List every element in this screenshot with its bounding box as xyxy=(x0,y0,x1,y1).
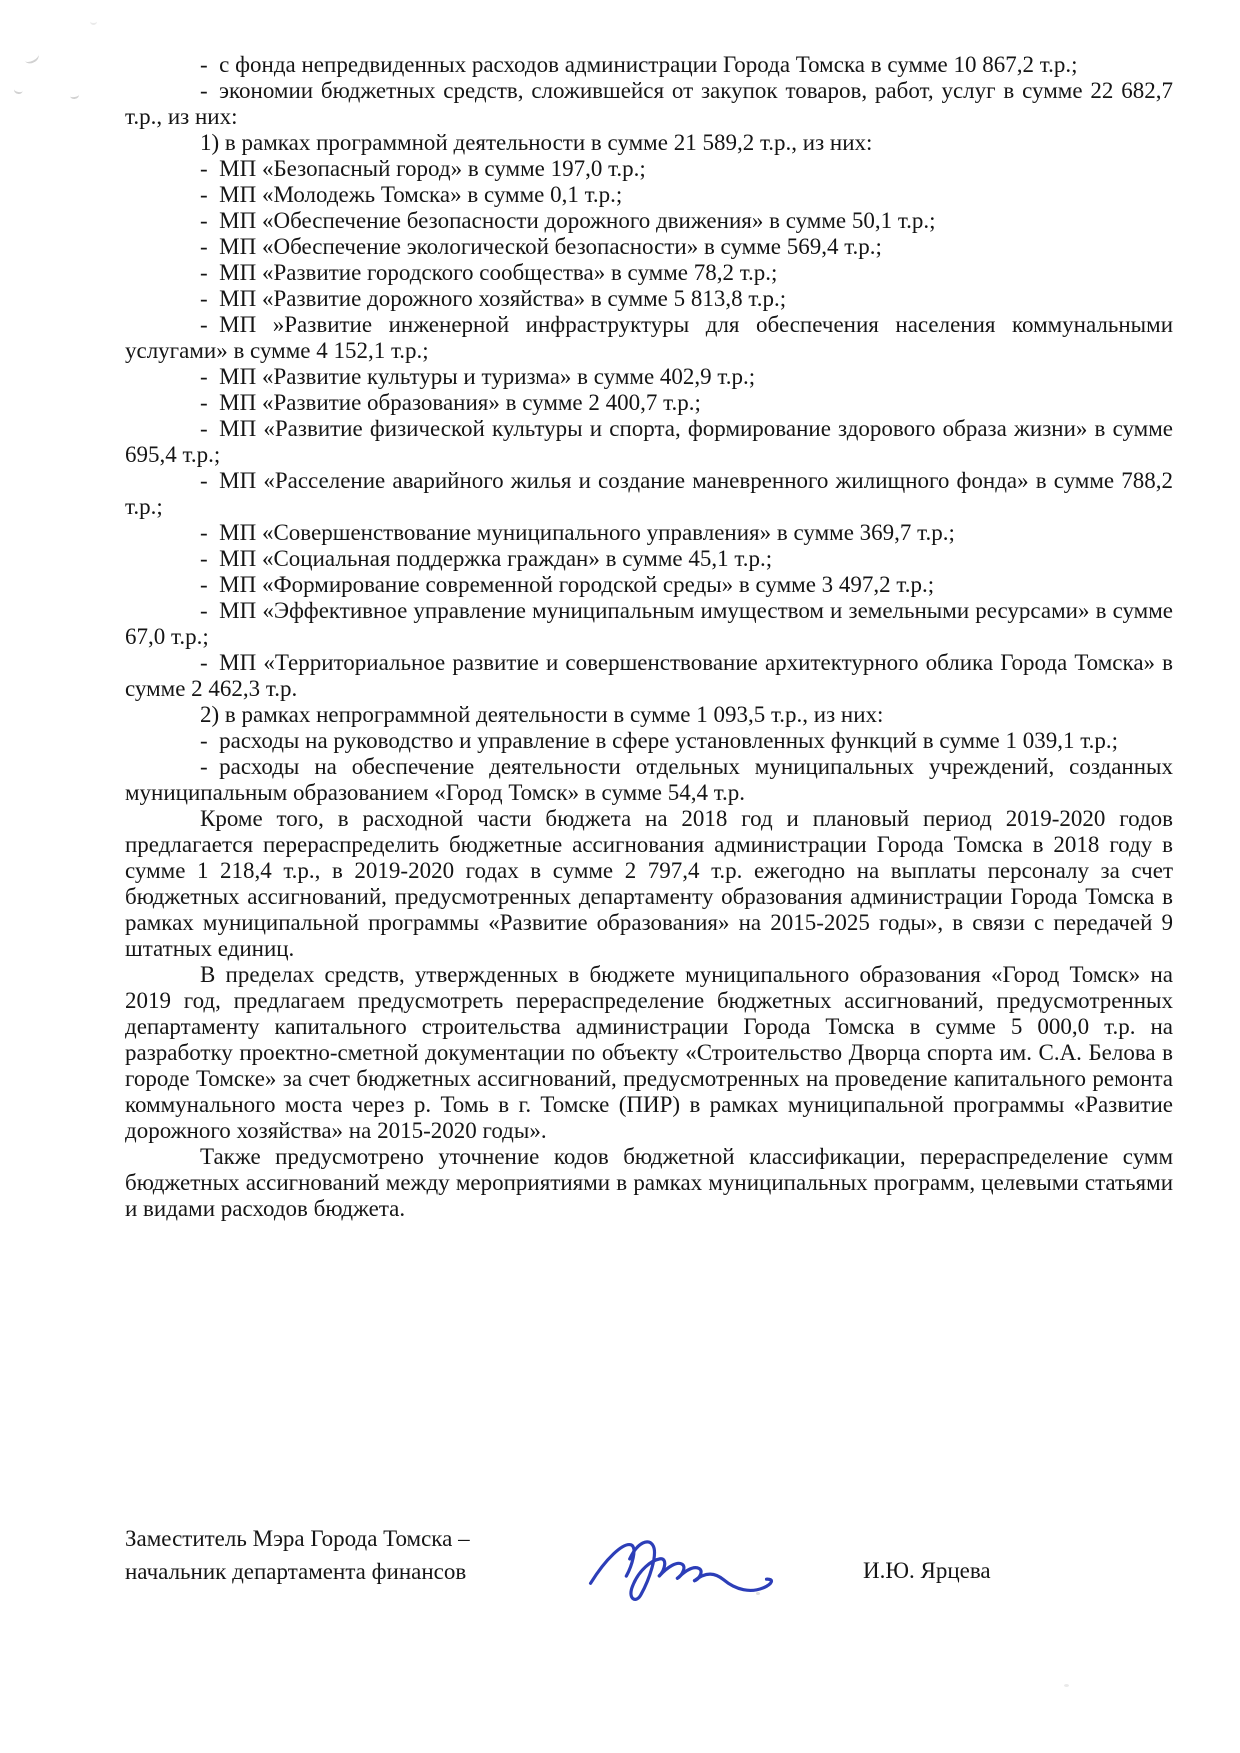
list-item: - расходы на руководство и управление в сфере установленных функций в сумме 1 039,1 т.р.; xyxy=(200,728,1118,753)
pencil-mark xyxy=(69,91,79,99)
list-item: - МП «Обеспечение экологической безопасности» в сумме 569,4 т.р.; xyxy=(200,234,882,259)
list-item: - МП «Безопасный город» в сумме 197,0 т.р.; xyxy=(200,156,646,181)
scan-speck xyxy=(1064,1684,1069,1687)
paragraph: В пределах средств, утвержденных в бюджете муниципального образования «Город Томск» на 2019 год, предлагаем предусмотреть перераспределение бюджетных ассигнований, предусмотренных департаменту капитального строительства администрации Города Томска в сумме 5 000,0 т.р. на разработку проектно-сметной документации по объекту «Строительство Дворца спорта им. С.А. Белова в городе Томске» за счет бюджетных ассигнований, предусмотренных на проведение капитального ремонта коммунального моста через р. Томь в г. Томске (ПИР) в рамках муниципальной программы «Развитие дорожного хозяйства» на 2015-2020 годы». xyxy=(125,962,1173,1143)
list-item: - МП «Социальная поддержка граждан» в сумме 45,1 т.р.; xyxy=(200,546,773,571)
signer-name: И.Ю. Ярцева xyxy=(863,1558,991,1583)
list-item: - МП «Развитие культуры и туризма» в сумме 402,9 т.р.; xyxy=(200,364,756,389)
pencil-mark xyxy=(90,18,97,25)
paragraph: 2) в рамках непрограммной деятельности в сумме 1 093,5 т.р., из них: xyxy=(200,702,884,727)
paragraph: 1) в рамках программной деятельности в сумме 21 589,2 т.р., из них: xyxy=(200,130,873,155)
signer-position-line2: начальник департамента финансов xyxy=(125,1559,467,1584)
list-item: - МП «Формирование современной городской среды» в сумме 3 497,2 т.р.; xyxy=(200,572,935,597)
list-item: - МП «Расселение аварийного жилья и создание маневренного жилищного фонда» в сумме 788,2 т.р.; xyxy=(125,468,1173,519)
list-item: - расходы на обеспечение деятельности отдельных муниципальных учреждений, созданных муниципальным образованием «Город Томск» в сумме 54,4 т.р. xyxy=(125,754,1173,805)
list-item: - МП «Молодежь Томска» в сумме 0,1 т.р.; xyxy=(200,182,623,207)
signer-position-line1: Заместитель Мэра Города Томска – xyxy=(125,1526,470,1551)
paragraph: - экономии бюджетных средств, сложившейся от закупок товаров, работ, услуг в сумме 22 682,7 т.р., из них: xyxy=(125,78,1173,129)
paragraph: Кроме того, в расходной части бюджета на 2018 год и плановый период 2019-2020 годов предлагается перераспределить бюджетные ассигнования администрации Города Томска в 2018 году в сумме 1 218,4 т.р., в 2019-2020 годах в сумме 2 797,4 т.р. ежегодно на выплаты персоналу за счет бюджетных ассигнований, предусмотренных департаменту образования администрации Города Томска в рамках муниципальной программы «Развитие образования» на 2015-2025 годы», в связи с передачей 9 штатных единиц. xyxy=(125,806,1173,961)
list-item: - МП «Эффективное управление муниципальным имуществом и земельными ресурсами» в сумме 67,0 т.р.; xyxy=(125,598,1173,649)
handwritten-signature xyxy=(579,1522,792,1609)
document-body xyxy=(125,52,1173,1222)
list-item: - МП «Развитие городского сообщества» в сумме 78,2 т.р.; xyxy=(200,260,778,285)
list-item: - МП «Развитие физической культуры и спорта, формирование здорового образа жизни» в сумме 695,4 т.р.; xyxy=(125,416,1173,467)
list-item: - МП »Развитие инженерной инфраструктуры для обеспечения населения коммунальными услугами» в сумме 4 152,1 т.р.; xyxy=(125,312,1173,363)
list-item: - МП «Территориальное развитие и совершенствование архитектурного облика Города Томска» в сумме 2 462,3 т.р. xyxy=(125,650,1173,701)
paragraph: - с фонда непредвиденных расходов администрации Города Томска в сумме 10 867,2 т.р.; xyxy=(200,52,1078,77)
paragraph: Также предусмотрено уточнение кодов бюджетной классификации, перераспределение сумм бюджетных ассигнований между мероприятиями в рамках муниципальных программ, целевыми статьями и видами расходов бюджета. xyxy=(125,1144,1173,1221)
pencil-mark xyxy=(22,49,40,65)
list-item: - МП «Развитие дорожного хозяйства» в сумме 5 813,8 т.р.; xyxy=(200,286,787,311)
list-item: - МП «Обеспечение безопасности дорожного движения» в сумме 50,1 т.р.; xyxy=(200,208,936,233)
list-item: - МП «Развитие образования» в сумме 2 400,7 т.р.; xyxy=(200,390,701,415)
pencil-mark xyxy=(13,85,23,94)
signature-block xyxy=(125,1522,1173,1642)
list-item: - МП «Совершенствование муниципального управления» в сумме 369,7 т.р.; xyxy=(200,520,955,545)
